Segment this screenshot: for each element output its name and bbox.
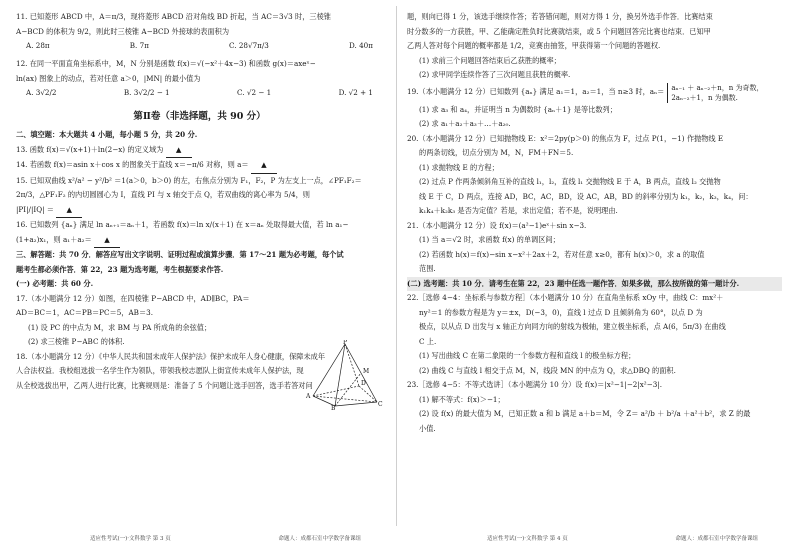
required-heading: (一) 必考题：共 60 分. <box>16 279 94 288</box>
q18-cont-line2: 时分数多的一方获胜，甲、乙能确定胜负时比赛就结束，或 5 个问题回答完比赛也结束．已知甲 <box>407 26 711 36</box>
edge-pb <box>335 344 345 406</box>
q20-line5: 线 E 于 C，D 两点，连接 AD，BC，AC，BD，设 AC，AB，BD 的斜率分别为 k₁，k₂，k₃，k₄，问： <box>419 191 753 201</box>
q15-line2: 2π/3，△PF₁F₂ 的内切圆圆心为 I，直线 PI 与 x 轴交于点 Q，若双曲线的离心率为 5/4，则 <box>16 190 310 199</box>
right-footer-page: 适应性考试(一)·文科数学 第 4 页 <box>487 536 568 542</box>
blank-mark: ▲ <box>261 160 267 169</box>
q19-line2: (1) 求 a₃ 和 a₄，并证明当 n 为偶数时 {aₙ＋1} 是等比数列； <box>419 104 617 114</box>
blank-mark: ▲ <box>175 144 182 154</box>
q17-line3: (1) 设 PC 的中点为 M，求 BM 与 PA 所成角的余弦值； <box>28 322 212 332</box>
q19-line1: 19.（本小题满分 12 分）已知数列 {aₙ} 满足 a₁＝1，a₂＝1，当 n≥3 时，aₙ＝ <box>407 87 665 97</box>
q23-line3: (2) 设 f(x) 的最大值为 M，已知正数 a 和 b 满足 a＋b＝M，令 Z＝ a²/b ＋ b²/a ＋a²＋b²，求 Z 的最 <box>419 409 751 418</box>
q20-line3: (1) 求抛物线 E 的方程； <box>419 162 499 172</box>
q19-case2: 2aₙ₋₂＋1，n 为偶数. <box>671 93 738 102</box>
q18-cont-line1: 题，则向已得 1 分，该选手继续作答；若答错问题，则对方得 1 分，换另外选手作答．比赛结束 <box>407 12 713 21</box>
edge-ad <box>313 386 359 396</box>
q23-line4: 小值. <box>419 423 436 433</box>
q22-line6: (2) 曲线 C 与直线 l 相交于点 M，N，线段 MN 的中点为 Q，求△DBQ 的面积. <box>419 365 676 375</box>
edge-bm <box>335 373 361 406</box>
q23-line2: (1) 解不等式：f(x)＞−1； <box>419 394 505 404</box>
q20-line2: 的两条切线，切点分别为 M，N，FM＋FN＝5. <box>419 148 574 157</box>
label-m: M <box>363 368 370 375</box>
label-b: B <box>331 405 336 410</box>
left-footer-author: 命题人：成都石室中学数学备课组 <box>278 536 361 542</box>
label-a: A <box>306 393 311 400</box>
section-2-title: 第Ⅱ卷（非选择题，共 90 分） <box>133 111 266 122</box>
q11-option-d: D. 40π <box>349 41 373 50</box>
answer-blank <box>94 233 120 249</box>
q16-line2-text: (1+a₂)x₁，则 a₁＋a₂＝ <box>16 234 92 244</box>
right-footer-author: 命题人：成都石室中学数学备课组 <box>675 536 758 542</box>
answer-heading-line2: 题考生都必须作答．第 22，23 题为选考题，考生根据要求作答. <box>16 264 224 274</box>
edge-dc <box>359 386 377 402</box>
label-c: C <box>378 401 383 408</box>
edge-pa <box>313 344 345 396</box>
q21-line4: 范围. <box>419 264 436 273</box>
q17-line2: AD＝BC＝1，AC＝PB＝PC＝5，AB＝3. <box>16 308 153 317</box>
q12-option-a: A. 3√2/2 <box>26 88 57 97</box>
q18-cont-line4: (1) 求前三个问题回答结束后乙获胜的概率； <box>419 55 561 65</box>
q11-option-b: B. 7π <box>129 41 149 50</box>
q19-line3: (2) 求 a₁＋a₂＋a₃＋…＋a₂₀. <box>419 119 511 128</box>
answer-blank <box>56 203 82 219</box>
q14 <box>16 158 383 174</box>
q11-option-a: A. 28π <box>26 41 50 50</box>
blank-mark: ▲ <box>66 204 73 214</box>
label-d: D <box>361 380 366 387</box>
q11-options <box>16 39 383 53</box>
q21-line1: 21.（本小题满分 12 分）设 f(x)＝(a²−1)eˣ＋sin x−3. <box>407 220 587 230</box>
q18-cont-line3: 乙两人答对每个问题的概率都是 1/2，竞赛由抽签，甲获得第一个问题的答题权. <box>407 41 661 50</box>
q16-line2 <box>16 233 383 249</box>
q16-line1: 16. 已知数列 {aₙ} 满足 ln aₙ₊₁＝aₙ＋1，若函数 f(x)＝ln x/(x＋1) 在 x＝aₙ 处取得最大值，若 ln a₁− <box>16 220 349 229</box>
label-p: P <box>343 340 348 346</box>
q17-line1: 17.（本小题满分 12 分）如图，在四棱锥 P−ABCD 中，AD∥BC，PA＝ <box>16 293 250 303</box>
q12-line1: 12. 在同一平面直角坐标系中，M，N 分别是函数 f(x)＝√(−x²＋4x−3) 和函数 g(x)＝axeˣ− <box>16 59 316 68</box>
q22-line1: 22.［选修 4−4：坐标系与参数方程］（本小题满分 10 分）在直角坐标系 xOy 中，曲线 C：mx²＋ <box>407 293 724 302</box>
q11-line2: A−BCD 的体积为 9/2，则此时三棱锥 A−BCD 外接球的表面积为 <box>16 26 230 36</box>
q19-case1: aₙ₋₁ ＋ aₙ₋₂＋n，n 为奇数， <box>671 83 764 92</box>
q15-line3 <box>16 203 383 219</box>
q20-line1: 20.（本小题满分 12 分）已知抛物线 E：x²＝2py(p＞0) 的焦点为 F，过点 P(1，−1) 作抛物线 E <box>407 133 724 143</box>
edge-ac <box>313 396 377 402</box>
answer-blank <box>251 158 277 174</box>
q19-cases <box>667 83 763 103</box>
blank-mark: ▲ <box>104 234 110 244</box>
q15-line3-text: |PI|/|IQ| ＝ <box>16 204 54 214</box>
right-page <box>397 0 794 550</box>
left-footer-page: 适应性考试(一)·文科数学 第 3 页 <box>90 536 171 542</box>
q12-options <box>16 86 383 100</box>
q18-line2: 人合法权益．我校组选拔一名学生作为领队，带领我校志愿队上街宣传未成年人保护法，现 <box>16 366 304 375</box>
q12-option-c: C. √2 − 1 <box>237 88 272 97</box>
right-footer <box>397 534 794 542</box>
q14-text: 14. 若函数 f(x)＝asin x＋cos x 的图象关于直线 x＝−π/6 对称，则 a＝ <box>16 160 249 169</box>
q13-text: 13. 函数 f(x)＝√(x+1)＋ln(2−x) 的定义域为 <box>16 144 164 154</box>
q13 <box>16 143 383 159</box>
q11-option-c: C. 28√7π/3 <box>229 41 269 50</box>
q18-line3: 从全校选拔出甲，乙两人进行比赛，比赛规则是：准备了 5 个问题让选手回答，选手若答对问 <box>16 380 313 390</box>
q15-line1: 15. 已知双曲线 x²/a² − y²/b² ＝1(a＞0，b＞0) 的左，右焦点分别为 F₁，F₂，P 为左支上一点，∠PF₁F₂＝ <box>16 175 362 185</box>
fill-heading: 二、填空题：本大题共 4 小题，每小题 5 分，共 20 分. <box>16 130 198 139</box>
q17-line4: (2) 求三棱锥 P−ABC 的体积. <box>28 337 125 346</box>
optional-heading: (二) 选考题：共 10 分．请考生在第 22，23 题中任选一题作答．如果多做，那么按所做的第一题计分. <box>407 277 782 292</box>
q20-line6: k₁k₄＋k₂k₃ 是否为定值？若是，求出定值；若不是，说明理由. <box>419 206 618 215</box>
q22-line3: 极点，以从点 D 出发与 x 轴正方向同方向的射线为极轴，建立极坐标系，点 A(6，5π/3) 在曲线 <box>419 322 726 331</box>
q18-cont-line5: (2) 求甲同学连续作答了三次问题且获胜的概率. <box>419 70 571 79</box>
q12-option-d: D. √2 + 1 <box>338 88 373 97</box>
answer-blank <box>166 143 192 159</box>
q12-line2: ln(ax) 图象上的动点，若对任意 a＞0，|MN| 的最小值为 <box>16 73 201 83</box>
q19-header <box>407 83 782 103</box>
q11-line1: 11. 已知菱形 ABCD 中，A＝π/3，现将菱形 ABCD 沿对角线 BD 折起，当 AC＝3√3 时，三棱锥 <box>16 12 331 21</box>
q21-line2: (1) 当 a＝√2 时，求函数 f(x) 的单调区间； <box>419 235 560 244</box>
q22-line5: (1) 写出曲线 C 在第二象限的一个参数方程和直线 l 的极坐标方程； <box>419 351 636 360</box>
left-footer <box>0 534 397 542</box>
edge-bc <box>335 402 377 406</box>
q23-line1: 23.［选修 4−5：不等式选讲］（本小题满分 10 分）设 f(x)＝|x²−1|−2|x²−3|. <box>407 380 662 389</box>
q21-line3: (2) 若函数 h(x)＝f(x)−sin x−x²＋2ax＋2，若对任意 x≥0，都有 h(x)＞0，求 a 的取值 <box>419 249 705 259</box>
q18-line1: 18.（本小题满分 12 分）《中华人民共和国未成年人保护法》保护未成年人身心健康，保障未成年 <box>16 351 326 361</box>
answer-heading-line1: 三、解答题：共 70 分．解答应写出文字说明、证明过程或演算步骤．第 17～21 题为必考题，每个试 <box>16 250 344 259</box>
pyramid-figure <box>305 340 385 410</box>
q22-line4: C 上. <box>419 336 437 346</box>
edge-pc <box>345 344 377 402</box>
q12-option-b: B. 3√2/2 − 1 <box>123 88 170 97</box>
q22-line2: ny²＝1 的参数方程是为 y＝±x，D(−3，0)，直线 l 过点 D 且倾斜角为 60°，以点 D 为 <box>419 307 703 317</box>
q20-line4: (2) 过点 P 作两条倾斜角互补的直线 l₁，l₂，直线 l₁ 交抛物线 E 于 A，B 两点，直线 l₂ 交抛物 <box>419 177 721 186</box>
